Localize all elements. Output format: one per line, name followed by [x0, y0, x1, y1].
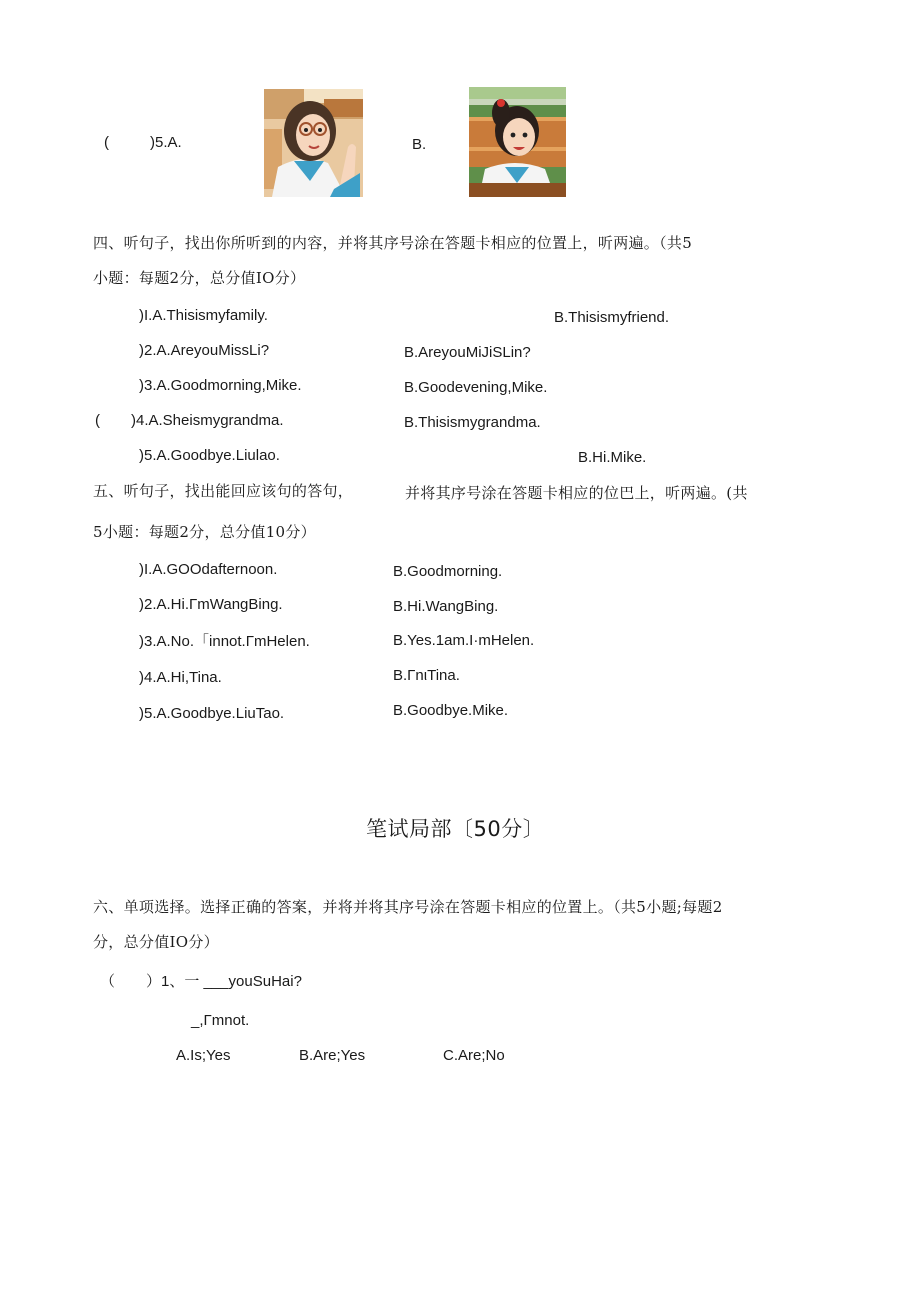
s4-q4-option-a[interactable]: )4.A.Sheismygrandma. [131, 412, 284, 429]
s4-q3-option-a[interactable]: )3.A.Goodmorning,Mike. [139, 377, 302, 394]
option-b-label: B. [412, 136, 427, 153]
s5-q3-option-a[interactable]: )3.A.No.「innot.ΓmHelen. [139, 633, 310, 650]
s5-q1-option-a[interactable]: )I.A.GOOdafternoon. [139, 561, 278, 578]
s4-q2-option-a[interactable]: )2.A.AreyouMissLi? [139, 342, 270, 359]
s6-q1-question: ）1、一 ___youSuHai? [146, 973, 302, 990]
teacher-illustration-icon [264, 89, 363, 197]
girl-illustration-icon [469, 87, 566, 197]
s5-q4-option-a[interactable]: )4.A.Hi,Tina. [139, 669, 222, 686]
s5-q5-option-b[interactable]: B.Goodbye.Mike. [393, 702, 509, 719]
s4-q1-option-a[interactable]: )I.A.Thisismyfamily. [139, 307, 268, 324]
answer-paren[interactable]: ( [104, 134, 109, 151]
girl-picture [469, 87, 566, 197]
s5-q3-option-b[interactable]: B.Yes.1am.I·mHelen. [393, 632, 535, 649]
s4-q5-option-b[interactable]: B.Hi.Mike. [578, 449, 647, 466]
section4-heading: 四、听句子，找出你所听到的内容，并将其序号涂在答题卡相应的位置上，听两遍。（共5 [93, 234, 693, 252]
s6-q1-option-b[interactable]: B.Are;Yes [299, 1047, 366, 1064]
s5-q2-option-b[interactable]: B.Hi.WangBing. [393, 598, 499, 615]
written-part-title: 笔试局部〔50分〕 [366, 817, 545, 841]
section5-heading-cont: 5小题：每题2分，总分值10分） [93, 523, 316, 541]
s4-q1-option-b[interactable]: B.Thisismyfriend. [554, 309, 670, 326]
teacher-picture [264, 89, 363, 197]
section6-heading: 六、单项选择。选择正确的答案，并将并将其序号涂在答题卡相应的位置上。（共5小题;每题2 [93, 898, 723, 916]
s6-q1-answer-paren[interactable]: （ [100, 973, 116, 990]
s4-q4-option-b[interactable]: B.Thisismygrandma. [404, 414, 541, 431]
s6-q1-option-a[interactable]: A.Is;Yes [176, 1047, 231, 1064]
s5-q5-option-a[interactable]: )5.A.Goodbye.LiuTao. [139, 705, 285, 722]
s5-q1-option-b[interactable]: B.Goodmorning. [393, 563, 503, 580]
s4-q5-option-a[interactable]: )5.A.Goodbye.Liulao. [139, 447, 280, 464]
s5-q4-option-b[interactable]: B.ΓnιTina. [393, 667, 460, 684]
s6-q1-answer-line: _,Γmnot. [191, 1012, 250, 1029]
section5-heading-right: 并将其序号涂在答题卡相应的位巴上，听两遍。(共 [405, 484, 748, 502]
s4-q4-answer-paren[interactable]: ( [95, 412, 100, 429]
s6-q1-option-c[interactable]: C.Are;No [443, 1047, 505, 1064]
s4-q3-option-b[interactable]: B.Goodevening,Mike. [404, 379, 548, 396]
question-label: )5.A. [150, 134, 182, 151]
section6-heading-cont: 分，总分值IO分） [93, 933, 219, 951]
s4-q2-option-b[interactable]: B.AreyouMiJiSLin? [404, 344, 531, 361]
s5-q2-option-a[interactable]: )2.A.Hi.ΓmWangBing. [139, 596, 283, 613]
section4-heading-cont: 小题：每题2分，总分值IO分） [93, 269, 306, 287]
section5-heading: 五、听句子，找出能回应该句的答句， [93, 482, 354, 500]
